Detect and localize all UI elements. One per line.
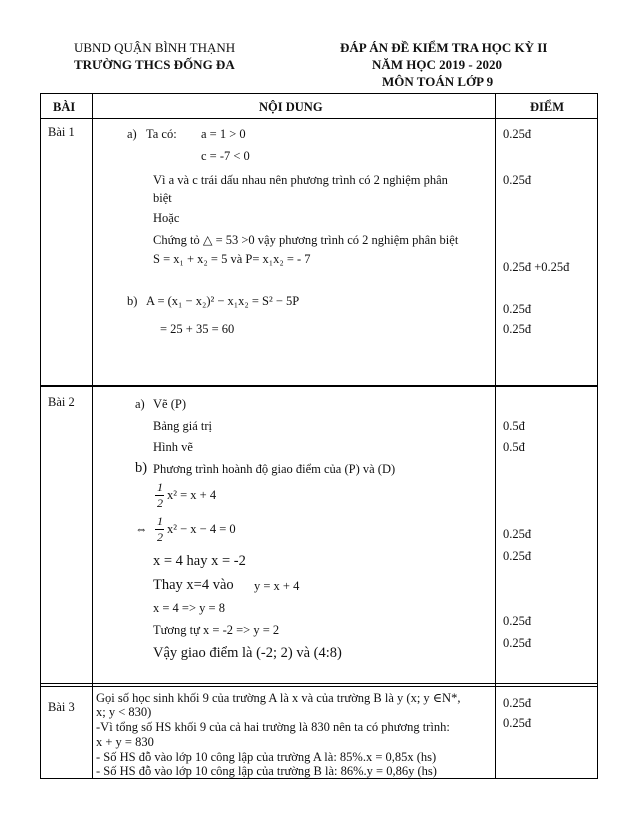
bai1-a-text2: Chứng tỏ △ = 53 >0 vậy phương trình có 2 nghiệm phân biệt — [153, 233, 459, 247]
bai2-a-label: a) — [135, 397, 145, 411]
bai3-line6: - Số HS đỗ vào lớp 10 công lập của trường B là: 86%.y = 0,86y (hs) — [96, 764, 437, 778]
bai2-conclusion: Vậy giao điểm là (-2; 2) và (4:8) — [153, 645, 342, 661]
col-header-bai: BÀI — [53, 100, 76, 114]
bai3-label: Bài 3 — [48, 700, 75, 714]
bai1-score: 0.25đ — [503, 173, 532, 187]
bai2-eq2: x² − x − 4 = 0 — [167, 522, 236, 536]
bai1-a-text3: S = x₁ + x₂ = 5 và P= x₁x₂ = - 7 — [153, 252, 311, 266]
bai3-line1: Gọi số học sinh khối 9 của trường A là x và của trường B là y (x; y ∈N*, — [96, 691, 461, 705]
fraction-denominator: 2 — [157, 530, 163, 544]
subject: MÔN TOÁN LỚP 9 — [382, 74, 494, 89]
bai3-score: 0.25đ — [503, 696, 532, 710]
doc-title: ĐÁP ÁN ĐỀ KIỂM TRA HỌC KỲ II — [340, 40, 548, 55]
bai1-score: 0.25đ — [503, 127, 532, 141]
bai1-a-taco: Ta có: — [146, 127, 177, 141]
bai2-score: 0.5đ — [503, 419, 525, 433]
bai2-score: 0.25đ — [503, 549, 532, 563]
bai2-thay2: Tương tự x = -2 => y = 2 — [153, 623, 280, 637]
bai2-score: 0.25đ — [503, 527, 532, 541]
bai2-label: Bài 2 — [48, 395, 75, 409]
bai2-score: 0.5đ — [503, 440, 525, 454]
col-header-noidung: NỘI DUNG — [259, 100, 323, 114]
bai1-score: 0.25đ +0.25đ — [503, 260, 570, 274]
bai1-a-eq2: c = -7 < 0 — [201, 149, 250, 163]
bai2-a-bang: Bảng giá trị — [153, 419, 213, 433]
bai3-line4: x + y = 830 — [96, 735, 154, 749]
col-header-diem: ĐIỂM — [530, 100, 565, 114]
bai2-b-label: b) — [135, 460, 148, 476]
bai2-score: 0.25đ — [503, 614, 532, 628]
bai2-a-hinh: Hình vẽ — [153, 440, 193, 454]
fraction-denominator: 2 — [157, 496, 163, 510]
fraction-numerator: 1 — [157, 480, 163, 494]
bai2-thay1: Thay x=4 vào — [153, 577, 234, 593]
bai1-score: 0.25đ — [503, 322, 532, 336]
bai3-line5: - Số HS đỗ vào lớp 10 công lập của trường A là: 85%.x = 0,85x (hs) — [96, 750, 437, 764]
bai1-score: 0.25đ — [503, 302, 532, 316]
bai2-thay1-eq: y = x + 4 — [254, 579, 300, 593]
school-year: NĂM HỌC 2019 - 2020 — [372, 57, 502, 72]
school-district: UBND QUẬN BÌNH THẠNH — [74, 40, 236, 55]
bai3-line2: x; y < 830) — [96, 705, 152, 719]
bai3-score: 0.25đ — [503, 716, 532, 730]
bai3-line3: -Vì tổng số HS khối 9 của cả hai trường là 830 nên ta có phương trình: — [96, 720, 450, 734]
bai2-solution: x = 4 hay x = -2 — [153, 553, 246, 569]
bai1-b-eq2: = 25 + 35 = 60 — [160, 322, 235, 336]
bai1-a-text1b: biệt — [153, 191, 172, 205]
bai1-a-hoac: Hoặc — [153, 211, 180, 225]
bai1-a-label: a) — [127, 127, 137, 141]
bai1-a-eq1: a = 1 > 0 — [201, 127, 246, 141]
bai2-res1: x = 4 => y = 8 — [153, 601, 225, 615]
bai2-eq1: x² = x + 4 — [167, 488, 217, 502]
bai2-a-ve: Vẽ (P) — [153, 397, 186, 411]
bai1-label: Bài 1 — [48, 125, 75, 139]
bai1-b-eq1: A = (x₁ − x₂)² − x₁x₂ = S² − 5P — [146, 294, 300, 308]
bai2-score: 0.25đ — [503, 636, 532, 650]
bai1-a-text1: Vì a và c trái dấu nhau nên phương trình có 2 nghiệm phân — [153, 173, 448, 187]
school-name: TRƯỜNG THCS ĐỐNG ĐA — [74, 57, 235, 72]
equivalence-symbol: ⇔ — [135, 522, 148, 536]
fraction-numerator: 1 — [157, 514, 163, 528]
bai1-b-label: b) — [127, 294, 138, 308]
bai2-b-text: Phương trình hoành độ giao điểm của (P) và (D) — [153, 462, 396, 476]
